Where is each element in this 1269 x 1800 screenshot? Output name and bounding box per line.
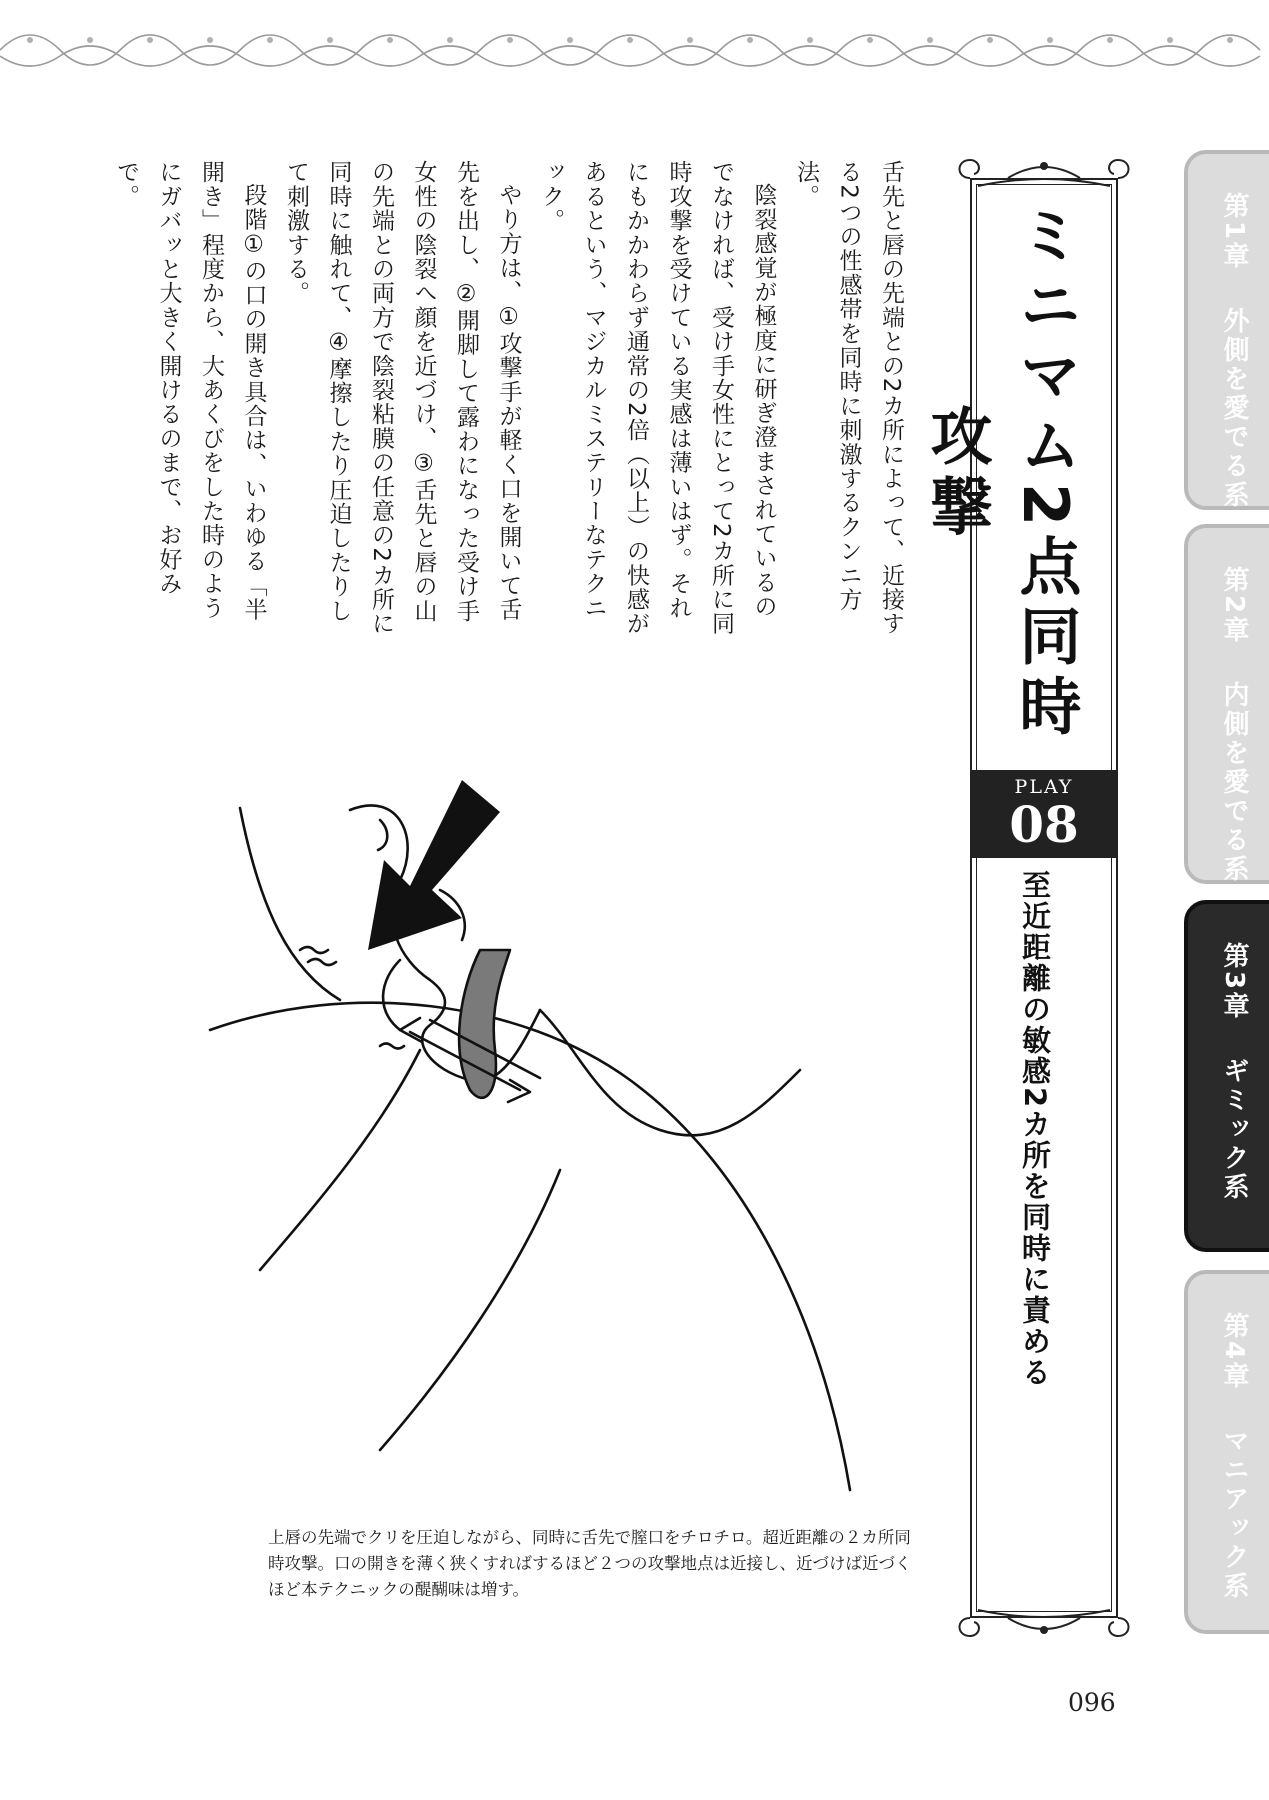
tab-chapter-title: マニアック系 bbox=[1219, 1427, 1249, 1602]
tab-chapter-title: ギミック系 bbox=[1219, 1057, 1249, 1203]
play-badge bbox=[972, 770, 1116, 858]
play-label: PLAY bbox=[1014, 776, 1074, 798]
tab-chapter-title: 外側を愛でる系 bbox=[1219, 307, 1249, 511]
tab-chapter-2[interactable] bbox=[1184, 524, 1269, 884]
body-paragraph: 陰裂感覚が極度に研ぎ澄まされているのでなければ、受け手女性にとって2カ所に同時攻撃を受けている実感は薄いはず。それにもかかわらず通常の2倍（以上）の快感があるという、マジカルミステリーなテクニック。 bbox=[538, 160, 777, 636]
play-number: 08 bbox=[1009, 795, 1079, 854]
page-title: ミニマム2点同時攻撃 bbox=[920, 203, 1082, 745]
page-number: 096 bbox=[1068, 1688, 1116, 1717]
decorative-top-border bbox=[0, 0, 1269, 80]
illustration-caption: 上唇の先端でクリを圧迫しながら、同時に舌先で膣口をチロチロ。超近距離の２カ所同時攻撃。口の開きを薄く狭くすればするほど２つの攻撃地点は近接し、近づけば近づくほど本テクニックの醍醐味は増す。 bbox=[268, 1528, 912, 1599]
tab-chapter-number: 第3章 bbox=[1219, 942, 1249, 1022]
body-paragraph: 段階①の口の開き具合は、いわゆる「半開き」程度から、大あくびをした時のようにガバッと大きく開けるのまで、お好みで。 bbox=[113, 160, 267, 622]
body-paragraph: 舌先と唇の先端との2カ所によって、近接する2つの性感帯を同時に刺激するクンニ方法。 bbox=[793, 160, 904, 636]
tab-chapter-number: 第4章 bbox=[1219, 1312, 1249, 1392]
body-paragraph: やり方は、①攻撃手が軽く口を開いて舌先を出し、②開脚して露わになった受け手女性の陰裂へ顔を近づけ、③舌先と唇の山の先端との両方で陰裂粘膜の任意の2カ所に同時に触れて、④摩擦したり圧迫したりして刺激する。 bbox=[283, 160, 522, 636]
tab-chapter-number: 第1章 bbox=[1219, 192, 1249, 272]
tab-chapter-1[interactable] bbox=[1184, 150, 1269, 510]
tab-chapter-number: 第2章 bbox=[1219, 566, 1249, 646]
tab-chapter-3[interactable] bbox=[1184, 900, 1269, 1252]
tab-chapter-title: 内側を愛でる系 bbox=[1219, 681, 1249, 885]
body-text bbox=[113, 160, 912, 640]
tab-chapter-4[interactable] bbox=[1184, 1270, 1269, 1634]
page-subtitle: 至近距離の敏感2カ所を同時に責める bbox=[1018, 870, 1052, 1389]
title-frame-ornament-bottom bbox=[948, 1594, 1140, 1644]
technique-illustration bbox=[200, 750, 940, 1510]
